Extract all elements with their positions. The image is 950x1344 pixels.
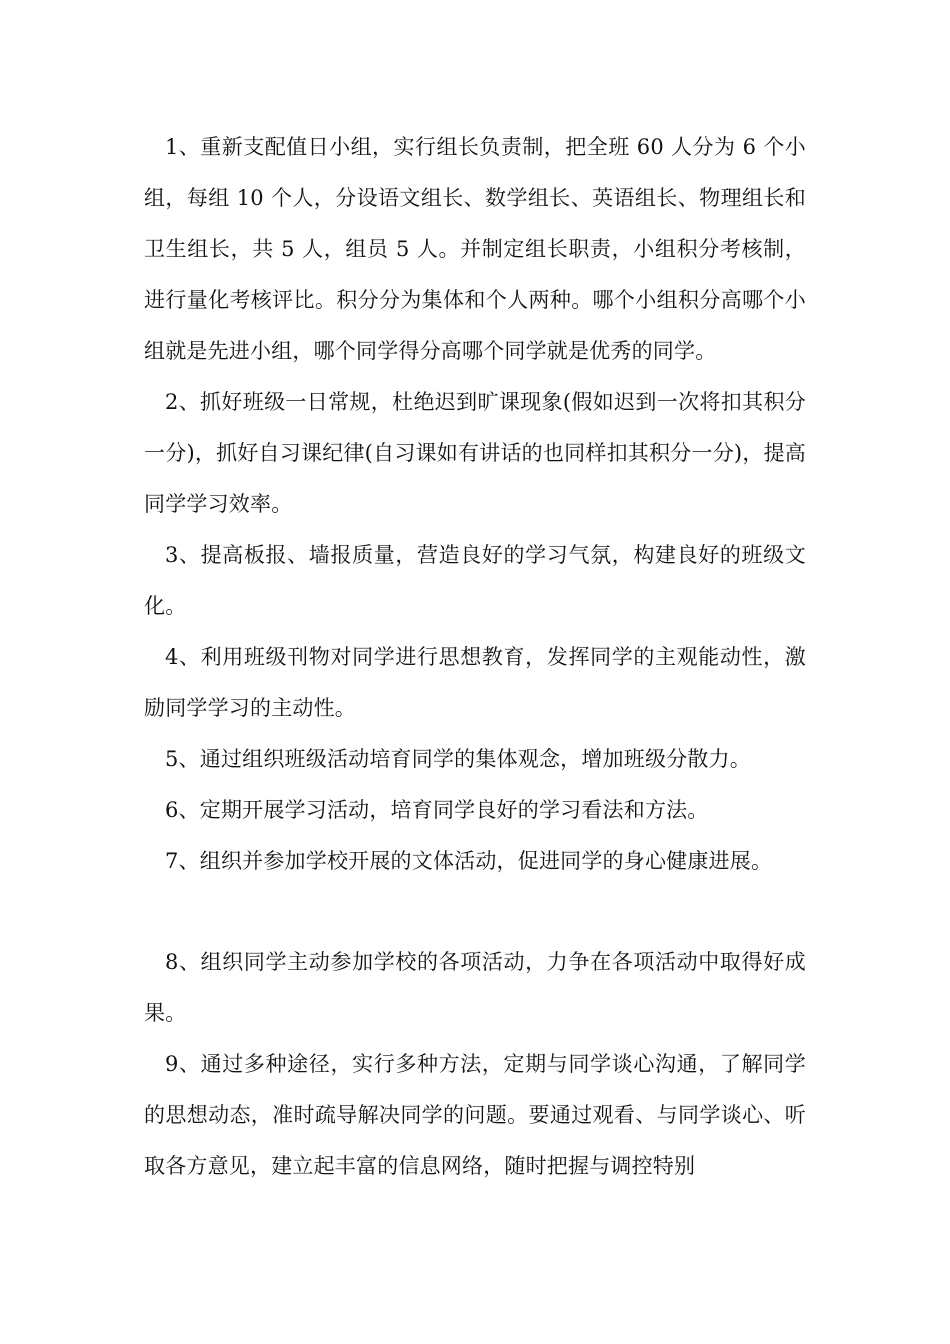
paragraph-1: 1、重新支配值日小组，实行组长负责制，把全班 60 人分为 6 个小组，每组 10 个人，分设语文组长、数学组长、英语组长、物理组长和卫生组长，共 5 人，组员 5 人。并制定组长职责，小组积分考核制，进行量化考核评比。积分分为集体和个人两种。哪个小组积分高哪个小组就是先进小组，哪个同学得分高哪个同学就是优秀的同学。 — [144, 135, 806, 363]
paragraph-2: 2、抓好班级一日常规，杜绝迟到旷课现象(假如迟到一次将扣其积分一分)，抓好自习课纪律(自习课如有讲话的也同样扣其积分一分)，提高同学学习效率。 — [144, 390, 806, 516]
paragraph-7: 7、组织并参加学校开展的文体活动，促进同学的身心健康进展。 — [165, 849, 773, 873]
blank-line — [144, 887, 806, 937]
paragraph-6: 6、定期开展学习活动，培育同学良好的学习看法和方法。 — [165, 798, 709, 822]
paragraph-5: 5、通过组织班级活动培育同学的集体观念，增加班级分散力。 — [165, 747, 751, 771]
document-body — [144, 122, 806, 1192]
paragraph-4: 4、利用班级刊物对同学进行思想教育，发挥同学的主观能动性，激励同学学习的主动性。 — [144, 645, 806, 720]
paragraph-9: 9、通过多种途径，实行多种方法，定期与同学谈心沟通，了解同学的思想动态，准时疏导解决同学的问题。要通过观看、与同学谈心、听取各方意见，建立起丰富的信息网络，随时把握与调控特别 — [144, 1052, 806, 1178]
paragraph-3: 3、提高板报、墙报质量，营造良好的学习气氛，构建良好的班级文化。 — [144, 543, 806, 618]
paragraph-8: 8、组织同学主动参加学校的各项活动，力争在各项活动中取得好成果。 — [144, 950, 806, 1025]
